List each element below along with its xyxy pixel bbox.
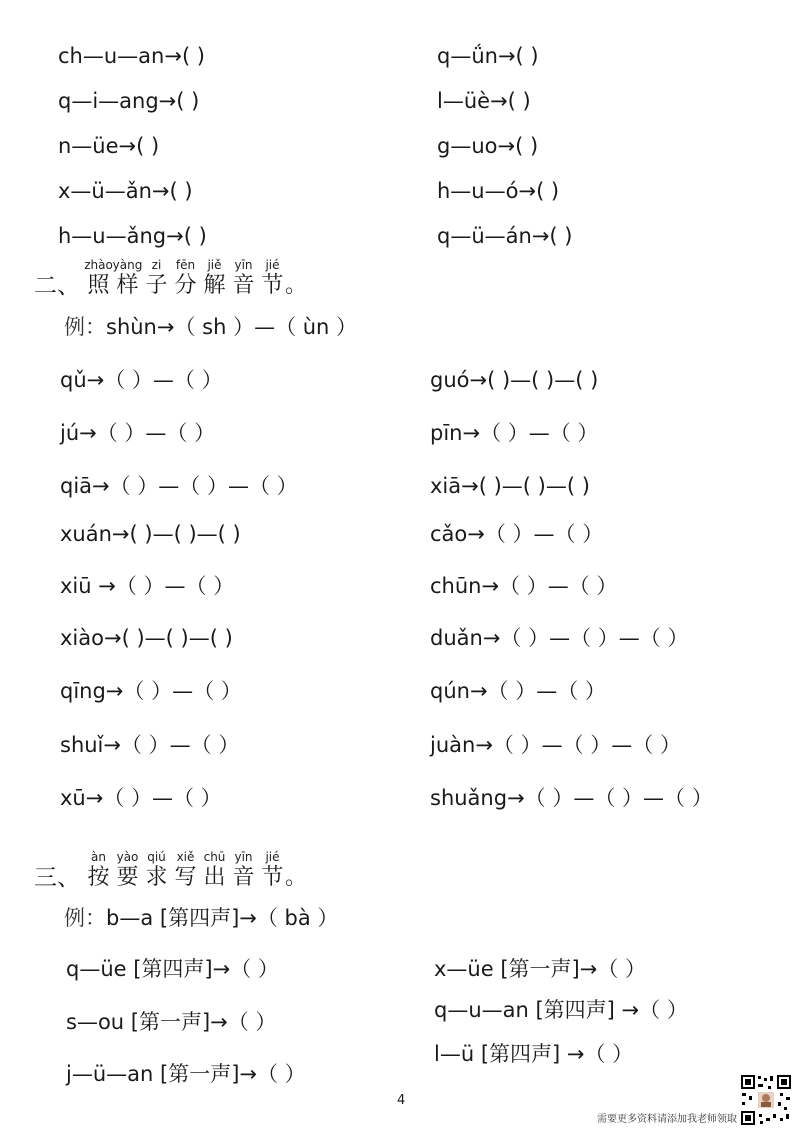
ruby-char: àn 按 [87, 850, 110, 890]
exercise-item: jú→（ ）—（ ） [60, 421, 216, 445]
exercise-item: q—ü—án→( ) [437, 224, 573, 248]
exercise-item: l—üè→( ) [437, 89, 531, 113]
ruby-char: jié 节 [261, 850, 284, 890]
ruby-char: jié 节 [261, 258, 284, 298]
exercise-item: x—üe [第一声]→（ ） [434, 957, 646, 981]
exercise-item: q—i—ang→( ) [58, 89, 200, 113]
example-label: 例： [64, 906, 106, 930]
ruby-char: yīn 音 [232, 258, 255, 298]
footer-note: 需要更多资料请添加我老师领取 [597, 1114, 737, 1125]
ruby-char: chū 出 [203, 850, 226, 890]
example-label: 例： [64, 315, 106, 339]
exercise-item: h—u—ǎng→( ) [58, 224, 207, 248]
ruby-char: zhào 照 [84, 258, 113, 298]
exercise-item: j—ü—an [第一声]→（ ） [66, 1062, 306, 1086]
ruby-char: xiě 写 [174, 850, 197, 890]
ruby-char: zi 子 [145, 258, 168, 298]
exercise-item: shuǎng→（ ）—（ ）—（ ） [430, 786, 713, 810]
exercise-item: shuǐ→（ ）—（ ） [60, 733, 240, 757]
ruby-char: yào 要 [116, 850, 139, 890]
exercise-item: xuán→( )—( )—( ) [60, 522, 241, 546]
example-body: b—a [第四声]→（ bà ） [106, 906, 339, 930]
exercise-item: g—uo→( ) [437, 134, 539, 158]
exercise-item: q—ǘn→( ) [437, 44, 539, 68]
ruby-char: yàng 样 [112, 258, 143, 298]
section-number: 二、 [34, 273, 80, 299]
exercise-item: h—u—ó→( ) [437, 179, 560, 203]
exercise-item: xiū →（ ）—（ ） [60, 574, 235, 598]
ruby-char: yīn 音 [232, 850, 255, 890]
exercise-item: qīng→（ ）—（ ） [60, 679, 242, 703]
exercise-item: duǎn→（ ）—（ ）—（ ） [430, 626, 689, 650]
exercise-item: qiā→（ ）—（ ）—（ ） [60, 474, 298, 498]
ruby-char: jiě 解 [203, 258, 226, 298]
ruby-char: qiú 求 [145, 850, 168, 890]
exercise-item: xū→（ ）—（ ） [60, 786, 222, 810]
exercise-item: x—ü—ǎn→( ) [58, 179, 193, 203]
ruby-char: fēn 分 [174, 258, 197, 298]
exercise-item: guó→( )—( )—( ) [430, 368, 599, 392]
exercise-item: l—ü [第四声] →（ ） [434, 1042, 634, 1066]
exercise-item: q—üe [第四声]→（ ） [66, 957, 279, 981]
qr-code-icon [740, 1074, 792, 1126]
exercise-item: qún→（ ）—（ ） [430, 679, 606, 703]
exercise-item: xiā→( )—( )—( ) [430, 474, 590, 498]
section3-example [64, 904, 338, 932]
exercise-item: n—üe→( ) [58, 134, 160, 158]
exercise-item: xiào→( )—( )—( ) [60, 626, 233, 650]
section2-example [64, 313, 357, 341]
exercise-item: s—ou [第一声]→（ ） [66, 1010, 277, 1034]
exercise-item: q—u—an [第四声] →（ ） [434, 998, 688, 1022]
page-number: 4 [397, 1093, 406, 1108]
exercise-item: ch—u—an→( ) [58, 44, 205, 68]
ruby-char: 。 [285, 865, 308, 890]
section2-heading [34, 258, 308, 300]
exercise-item: qǔ→（ ）—（ ） [60, 368, 223, 392]
section3-heading [34, 850, 308, 892]
example-body: shùn→（ sh ）—（ ùn ） [106, 315, 358, 339]
exercise-item: pīn→（ ）—（ ） [430, 421, 599, 445]
section-number: 三、 [34, 865, 80, 891]
exercise-item: juàn→（ ）—（ ）—（ ） [430, 733, 681, 757]
ruby-char: 。 [285, 273, 308, 298]
exercise-item: chūn→（ ）—（ ） [430, 574, 618, 598]
exercise-item: cǎo→（ ）—（ ） [430, 522, 604, 546]
